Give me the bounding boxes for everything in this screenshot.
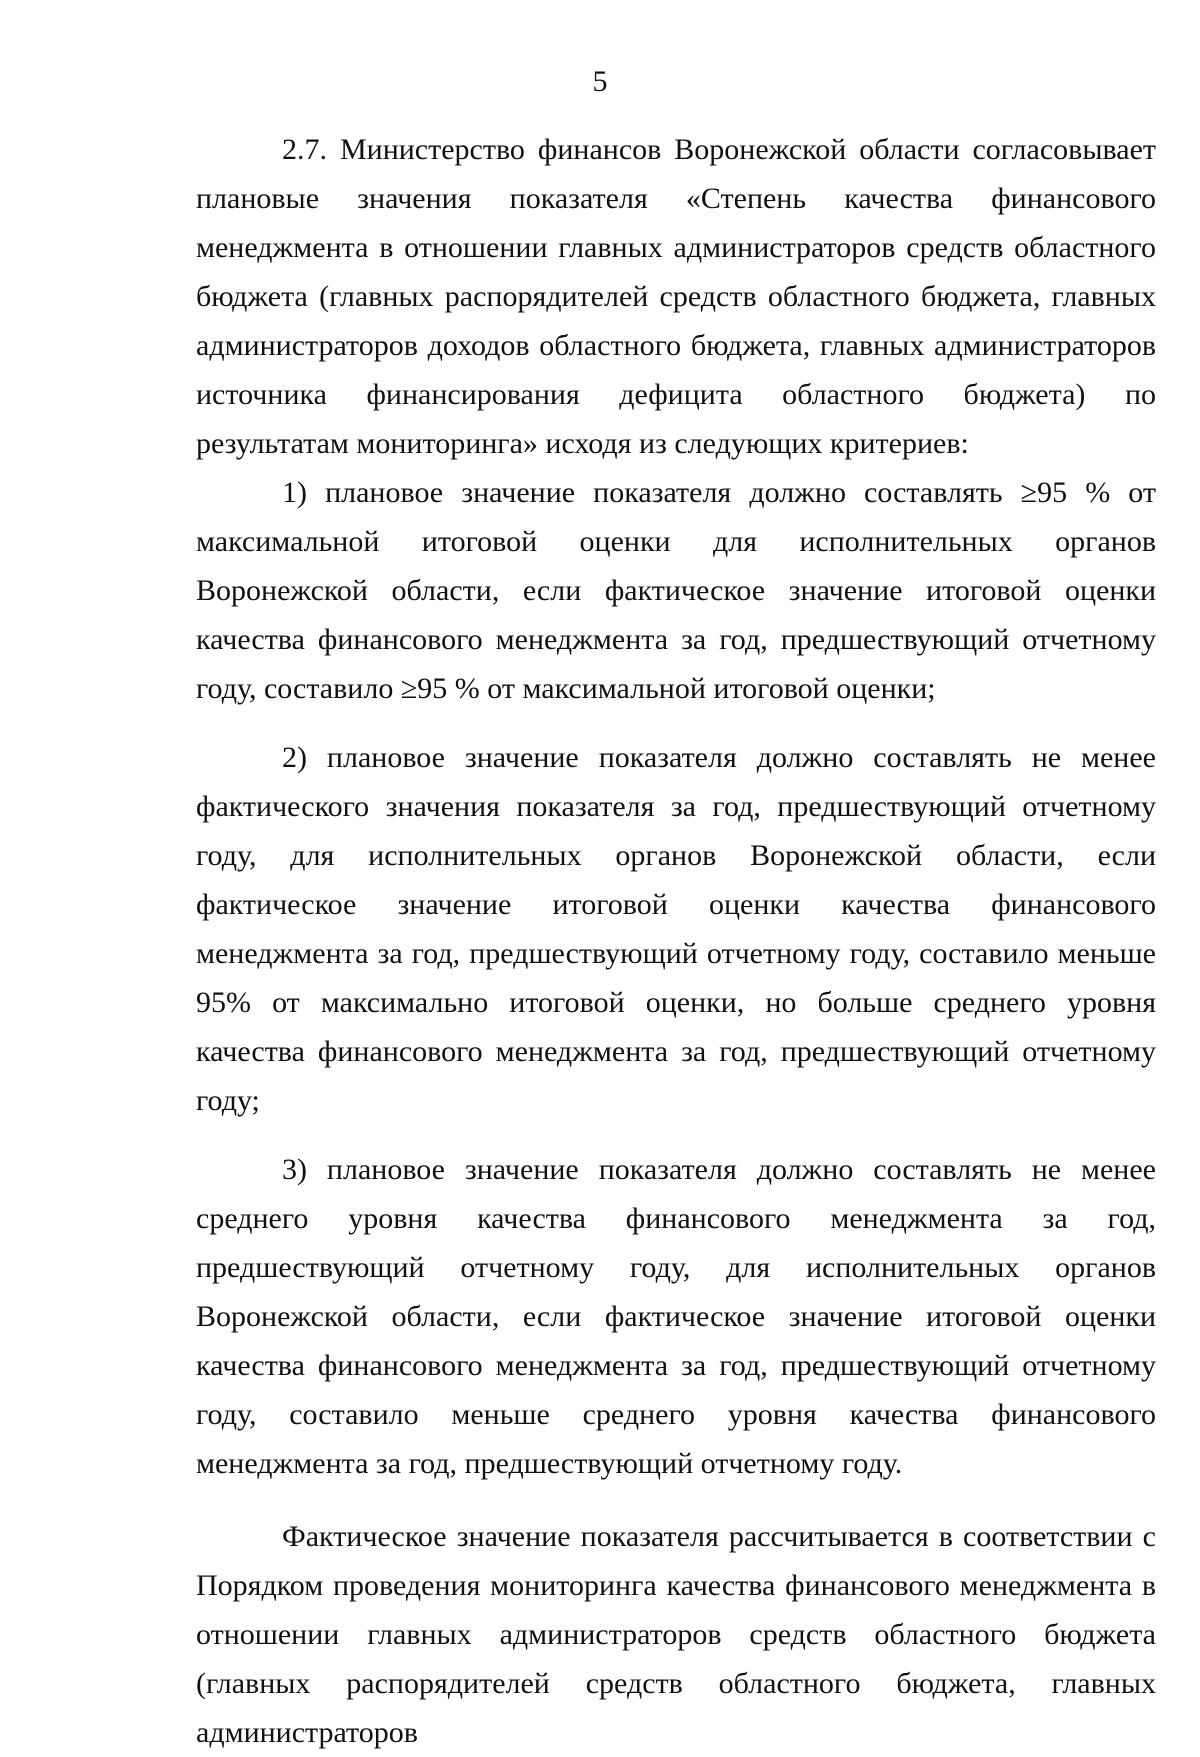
criterion-3-paragraph: 3) плановое значение показателя должно составлять не менее среднего уровня качества финансового менеджмента за год, предшествующий отчетному году, для исполнительных органов Воронежской области, если фактическое значение итоговой оценки качества финансового менеджмента за год, предшествующий отчетному году, составило меньше среднего уровня качества финансового менеджмента за год, предшествующий отчетному году. xyxy=(196,1153,1156,1480)
paragraph-2-7: 2.7. Министерство финансов Воронежской области согласовывает плановые значения показателя «Степень качества финансового менеджмента в отношении главных администраторов средств областного бюджета (главных распорядителей средств областного бюджета, главных администраторов доходов областного бюджета, главных администраторов источника финансирования дефицита областного бюджета) по результатам мониторинга» исходя из следующих критериев: xyxy=(196,133,1156,460)
criterion-1-paragraph: 1) плановое значение показателя должно составлять ≥95 % от максимальной итоговой оценки для исполнительных органов Воронежской области, если фактическое значение итоговой оценки качества финансового менеджмента за год, предшествующий отчетному году, составило ≥95 % от максимальной итоговой оценки; xyxy=(196,476,1156,705)
actual-value-paragraph: Фактическое значение показателя рассчитывается в соответствии с Порядком проведения мониторинга качества финансового менеджмента в отношении главных администраторов средств областного бюджета (главных распорядителей средств областного бюджета, главных администраторов xyxy=(196,1520,1156,1749)
page-number: 5 xyxy=(592,65,608,98)
criterion-2-paragraph: 2) плановое значение показателя должно составлять не менее фактического значения показателя за год, предшествующий отчетному году, для исполнительных органов Воронежской области, если фактическое значение итоговой оценки качества финансового менеджмента за год, предшествующий отчетному году, составило меньше 95% от максимально итоговой оценки, но больше среднего уровня качества финансового менеджмента за год, предшествующий отчетному году; xyxy=(196,741,1156,1117)
document-body xyxy=(196,125,1156,1757)
